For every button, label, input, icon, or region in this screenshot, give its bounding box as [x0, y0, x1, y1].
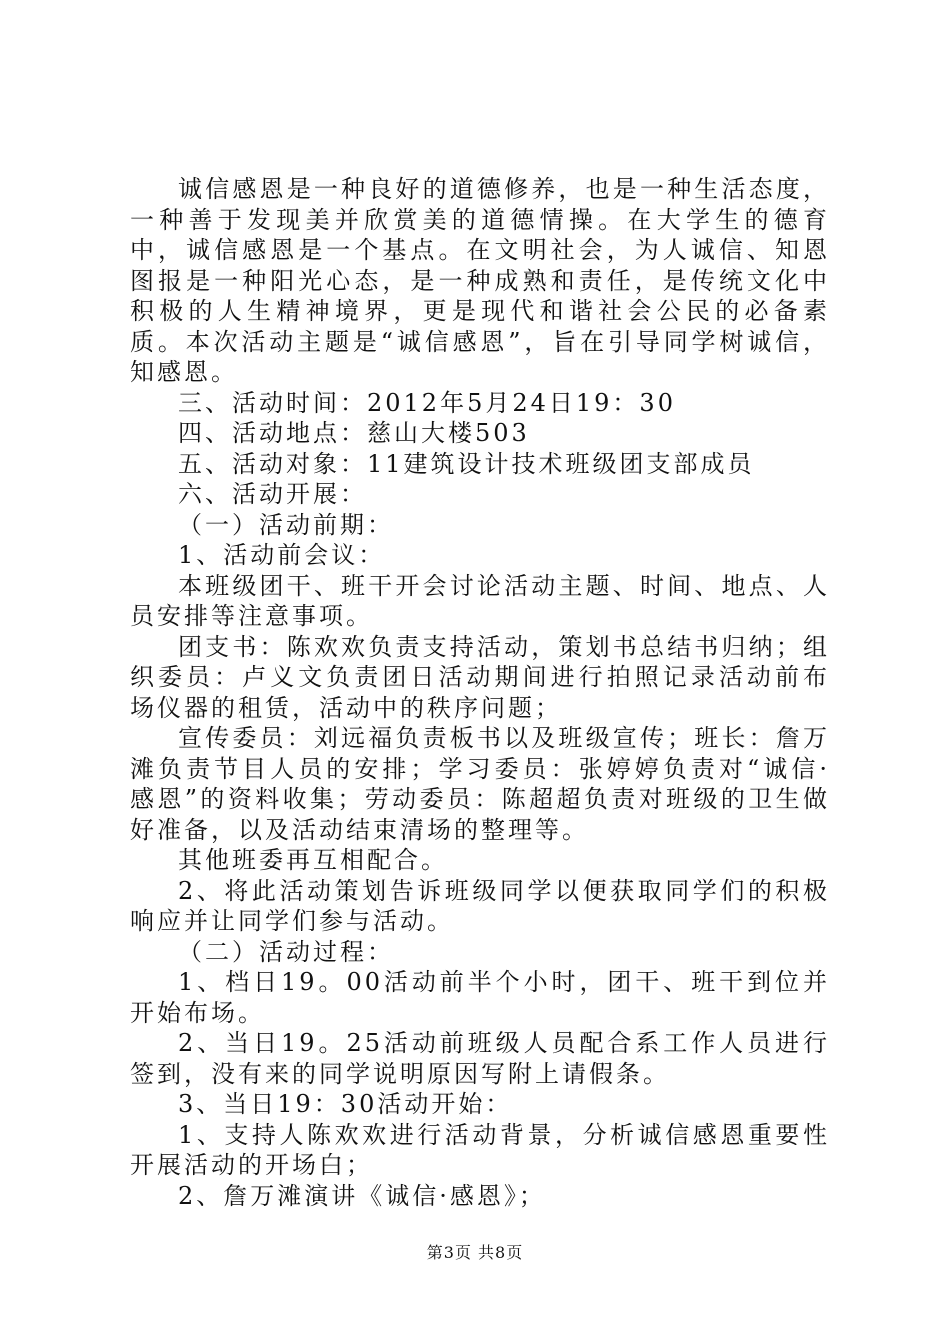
heading-pre-meeting: 1、活动前会议：: [178, 541, 386, 569]
paragraph-activity-location: 四、活动地点：慈山大楼503: [178, 419, 530, 447]
paragraph-intro: 诚信感恩是一种良好的道德修养，也是一种生活态度，一种善于发现美并欣赏美的道德情操。在大学生的德育中，诚信感恩是一个基点。在文明社会，为人诚信、知恩图报是一种阳光心态，是一种成熟和责任，是传统文化中积极的人生精神境界，更是现代和谐社会公民的必备素质。本次活动主题是“诚信感恩”，旨在引导同学树诚信，知感恩。: [130, 175, 830, 386]
paragraph-publicity-duties: 宣传委员：刘远福负责板书以及班级宣传；班长：詹万滩负责节目人员的安排；学习委员：张婷婷负责对“诚信·感恩”的资料收集；劳动委员：陈超超负责对班级的卫生做好准备，以及活动结束清场的整理等。: [130, 724, 830, 844]
paragraph-step-host-opening: 1、支持人陈欢欢进行活动背景，分析诚信感恩重要性开展活动的开场白；: [130, 1120, 830, 1179]
page-footer: 第3页 共8页: [426, 1243, 524, 1262]
heading-activity-process: （二）活动过程：: [178, 937, 394, 966]
paragraph-activity-audience: 五、活动对象：11建筑设计技术班级团支部成员: [178, 449, 755, 478]
paragraph-step-start: 3、当日19：30活动开始：: [178, 1090, 513, 1118]
paragraph-meeting-details: 本班级团干、班干开会讨论活动主题、时间、地点、人员安排等注意事项。: [130, 571, 830, 630]
document-body: [130, 174, 830, 1211]
paragraph-step-setup: 1、档日19。00活动前半个小时，团干、班干到位并开始布场。: [130, 968, 830, 1027]
heading-activity-development: 六、活动开展：: [178, 480, 367, 508]
heading-pre-activity: （一）活动前期：: [178, 510, 394, 539]
paragraph-secretary-duties: 团支书：陈欢欢负责支持活动，策划书总结书归纳；组织委员：卢义文负责团日活动期间进行拍照记录活动前布场仪器的租赁，活动中的秩序问题；: [130, 632, 830, 722]
paragraph-notify-classmates: 2、将此活动策划告诉班级同学以便获取同学们的积极响应并让同学们参与活动。: [130, 876, 830, 935]
paragraph-activity-time: 三、活动时间：2012年5月24日19：30: [178, 388, 676, 417]
paragraph-step-speech: 2、詹万滩演讲《诚信·感恩》；: [178, 1181, 546, 1210]
paragraph-step-signin: 2、当日19。25活动前班级人员配合系工作人员进行签到，没有来的同学说明原因写附上请假条。: [130, 1029, 830, 1088]
paragraph-other-committee: 其他班委再互相配合。: [178, 846, 448, 874]
